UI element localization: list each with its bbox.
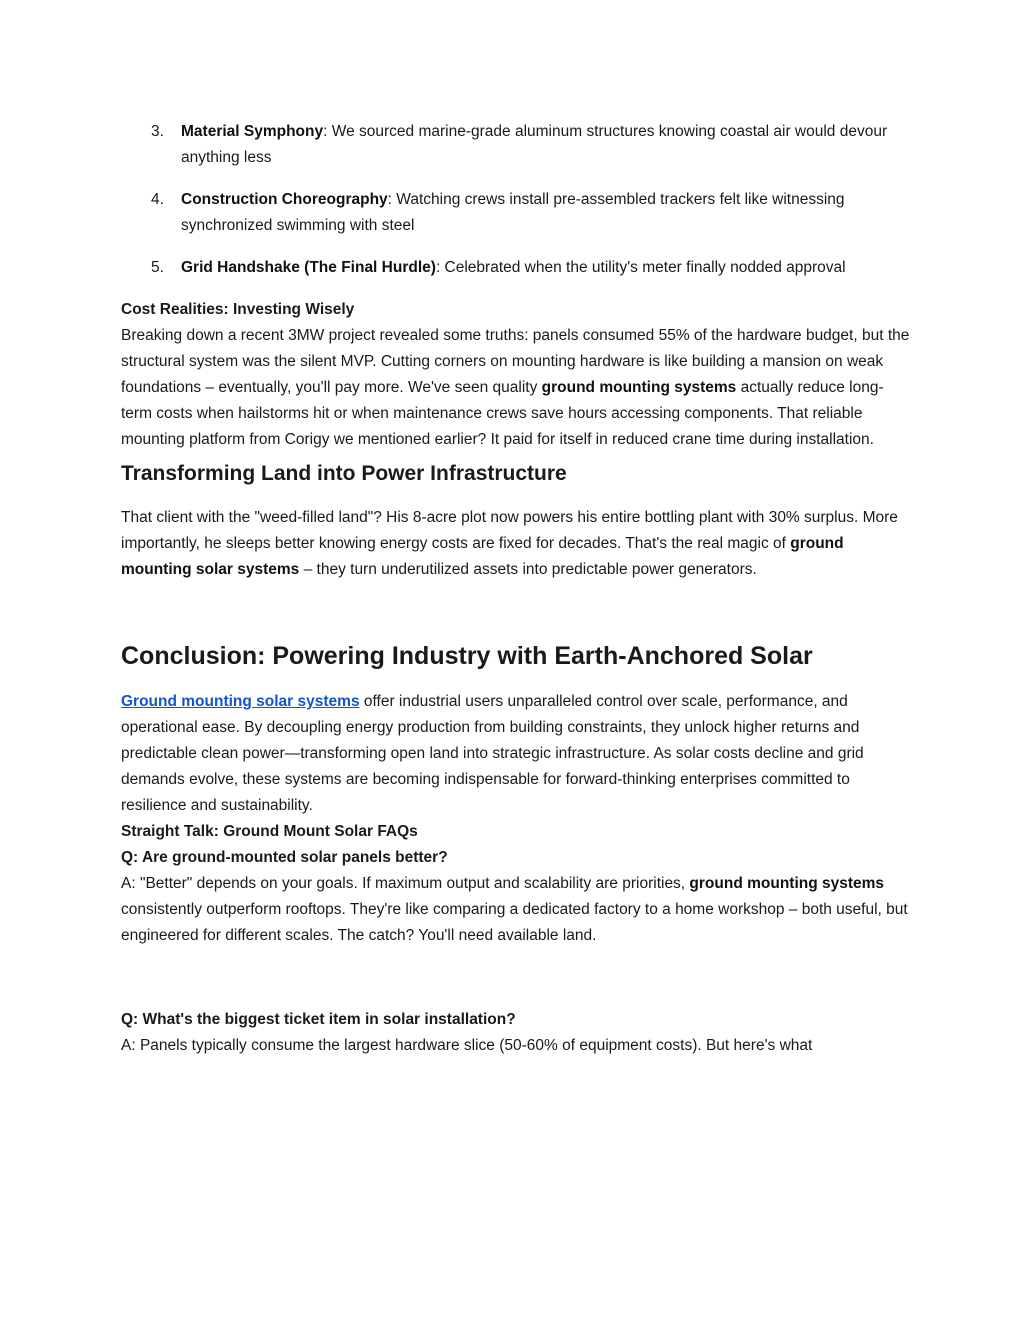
conclusion-paragraph bbox=[121, 689, 911, 819]
bold-keyword: ground mounting systems bbox=[689, 875, 885, 892]
transforming-land-heading: Transforming Land into Power Infrastructure bbox=[121, 462, 567, 485]
list-number: 4. bbox=[151, 191, 164, 208]
paragraph-text: actually reduce long-term costs when hailstorms hit or when maintenance crews save hours accessing components. That reliable mounting platform from Corigy we mentioned earlier? It paid for itself in reduced crane time during installation. bbox=[121, 379, 884, 448]
process-steps-list bbox=[121, 119, 911, 281]
list-item bbox=[121, 187, 911, 239]
paragraph-text: That client with the "weed-filled land"? His 8-acre plot now powers his entire bottling plant with 30% surplus. More importantly, he sleeps better knowing energy costs are fixed for decades. That's the real magic of bbox=[121, 509, 898, 552]
faq-item bbox=[121, 1007, 911, 1059]
step-title: Material Symphony bbox=[181, 123, 324, 140]
faq-item bbox=[121, 845, 911, 949]
step-title: Grid Handshake (The Final Hurdle) bbox=[181, 259, 436, 276]
step-title: Construction Choreography bbox=[181, 191, 388, 208]
paragraph-text: – they turn underutilized assets into predictable power generators. bbox=[299, 561, 757, 578]
faq-question: Q: Are ground-mounted solar panels better? bbox=[121, 849, 448, 866]
paragraph-text: Breaking down a recent 3MW project revealed some truths: panels consumed 55% of the hardware budget, but the structural system was the silent MVP. Cutting corners on mounting hardware is like building a mansion on weak foundations – eventually, you'll pay more. We've seen quality bbox=[121, 327, 910, 396]
faqs-heading: Straight Talk: Ground Mount Solar FAQs bbox=[121, 823, 418, 840]
cost-realities-paragraph bbox=[121, 323, 911, 453]
step-text: : Watching crews install pre-assembled trackers felt like witnessing synchronized swimming with steel bbox=[181, 191, 845, 234]
bold-keyword: ground mounting solar systems bbox=[121, 535, 844, 578]
ground-mounting-link[interactable]: Ground mounting solar systems bbox=[121, 693, 360, 710]
answer-text: consistently outperform rooftops. They're like comparing a dedicated factory to a home workshop – both useful, but engineered for different scales. The catch? You'll need available land. bbox=[121, 901, 908, 944]
transforming-land-paragraph bbox=[121, 505, 911, 583]
step-text: : We sourced marine-grade aluminum structures knowing coastal air would devour anything less bbox=[181, 123, 888, 166]
answer-text: A: "Better" depends on your goals. If maximum output and scalability are priorities, bbox=[121, 875, 690, 892]
answer-text: A: Panels typically consume the largest hardware slice (50-60% of equipment costs). But here's what bbox=[121, 1037, 813, 1054]
list-number: 5. bbox=[151, 259, 164, 276]
list-item bbox=[121, 119, 911, 171]
paragraph-text: offer industrial users unparalleled control over scale, performance, and operational ease. By decoupling energy production from building constraints, they unlock higher returns and predictable clean power—transforming open land into strategic infrastructure. As solar costs decline and grid demands evolve, these systems are becoming indispensable for forward-thinking enterprises committed to resilience and sustainability. bbox=[121, 693, 864, 814]
list-number: 3. bbox=[151, 123, 164, 140]
faq-answer bbox=[121, 871, 911, 949]
list-item bbox=[121, 255, 911, 281]
conclusion-heading: Conclusion: Powering Industry with Earth-Anchored Solar bbox=[121, 642, 813, 670]
bold-keyword: ground mounting systems bbox=[541, 379, 737, 396]
faq-question: Q: What's the biggest ticket item in solar installation? bbox=[121, 1011, 516, 1028]
document-page bbox=[121, 119, 911, 1075]
cost-realities-heading: Cost Realities: Investing Wisely bbox=[121, 301, 355, 318]
step-text: : Celebrated when the utility's meter finally nodded approval bbox=[435, 259, 846, 276]
faq-answer bbox=[121, 1033, 911, 1059]
